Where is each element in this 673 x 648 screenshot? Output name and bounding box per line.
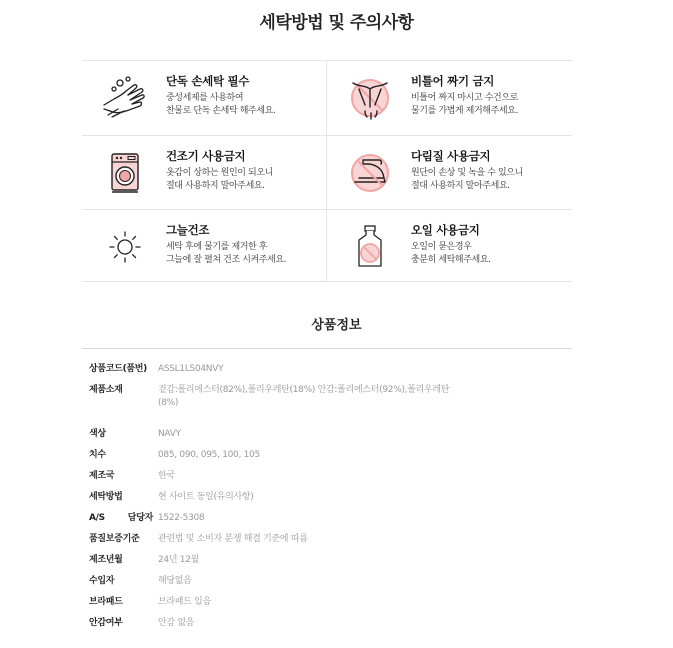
info-label: 수입자 [89,576,115,586]
info-label: A/S 담당자 [89,513,153,523]
care-item-title: 오일 사용금지 [411,223,480,237]
info-label: 치수 [89,450,106,460]
info-label: 세탁방법 [89,492,123,502]
care-grid [82,60,572,282]
info-value-line: 겉감:폴리에스터(82%),폴리우레탄(18%) 안감:폴리에스터(92%),폴리우레탄 [158,385,450,395]
info-value: 1522-5308 [158,513,205,523]
info-row [89,363,569,384]
info-value: 해당없음 [158,576,192,586]
care-desc-line: 절대 사용하지 말아주세요. [411,181,510,191]
no-oil-icon [345,224,395,270]
info-label: 브라패드 [89,597,123,607]
info-value-line: (8%) [158,398,179,408]
care-title: 세탁방법 및 주의사항 [259,13,414,33]
care-item-desc [166,167,326,193]
info-row [89,575,569,596]
info-value: NAVY [158,429,181,439]
hand-wash-icon [100,75,150,121]
care-item-shade-dry [82,210,326,284]
care-item-no-oil [327,210,571,284]
product-info-title: 상품정보 [311,318,362,333]
info-value: 24년 12월 [158,555,200,565]
care-desc-line: 옷감이 상하는 원인이 되오니 [166,168,273,178]
info-value: 현 사이트 동일(유의사항) [158,492,254,502]
info-row [89,596,569,617]
care-desc-line: 찬물로 단독 손세탁 해주세요. [166,106,276,116]
care-item-title: 다림질 사용금지 [411,149,491,163]
washing-machine-icon [100,150,150,196]
care-item-desc [411,92,571,118]
care-desc-line: 중성세제를 사용하여 [166,93,244,103]
info-value: ASSL1LS04NVY [158,364,224,374]
care-item-hand-wash [82,61,326,135]
info-row [89,428,569,449]
info-row [89,617,569,638]
care-item-title: 단독 손세탁 필수 [166,74,250,88]
care-desc-line: 원단이 손상 및 녹을 수 있으니 [411,168,523,178]
info-label: 제조년월 [89,555,123,565]
info-value: 한국 [158,471,175,481]
info-label: 안감여부 [89,618,123,628]
info-row [89,384,569,428]
info-row [89,512,569,533]
info-value: 085, 090, 095, 100, 105 [158,450,260,460]
info-label: 제조국 [89,471,115,481]
care-item-title: 그늘건조 [166,223,210,237]
care-desc-line: 그늘에 잘 펼쳐 건조 시켜주세요. [166,255,287,265]
care-desc-line: 세탁 후에 물기를 제거한 후 [166,242,268,252]
info-value: 브라패드 있음 [158,597,211,607]
care-item-no-iron [327,136,571,210]
product-info-table [89,363,569,638]
care-desc-line: 물기를 가볍게 제거해주세요. [411,106,518,116]
care-item-desc [411,241,571,267]
care-item-title: 건조기 사용금지 [166,149,246,163]
care-item-title: 비틀어 짜기 금지 [411,74,495,88]
care-item-dryer [82,136,326,210]
info-label: 품질보증기준 [89,534,140,544]
care-desc-line: 충분히 세탁해주세요. [411,255,491,265]
info-row [89,449,569,470]
care-item-desc [166,241,326,267]
info-row [89,554,569,575]
product-info-divider [82,348,572,349]
info-value: 안감 없음 [158,618,195,628]
info-row [89,470,569,491]
info-row [89,533,569,554]
info-label: 상품코드(품번) [89,364,147,374]
care-item-desc [166,92,326,118]
care-item-no-wring [327,61,571,135]
info-row [89,491,569,512]
care-item-desc [411,167,571,193]
info-label: 제품소재 [89,385,123,395]
info-label: 색상 [89,429,106,439]
info-value: 관련법 및 소비자 분쟁 해결 기준에 따름 [158,534,308,544]
sun-icon [100,224,150,270]
care-desc-line: 비틀어 짜지 마시고 수건으로 [411,93,518,103]
no-iron-icon [345,150,395,196]
care-desc-line: 오일이 묻은경우 [411,242,472,252]
no-wring-icon [345,75,395,121]
care-desc-line: 절대 사용하지 말아주세요. [166,181,265,191]
info-value [158,384,488,410]
